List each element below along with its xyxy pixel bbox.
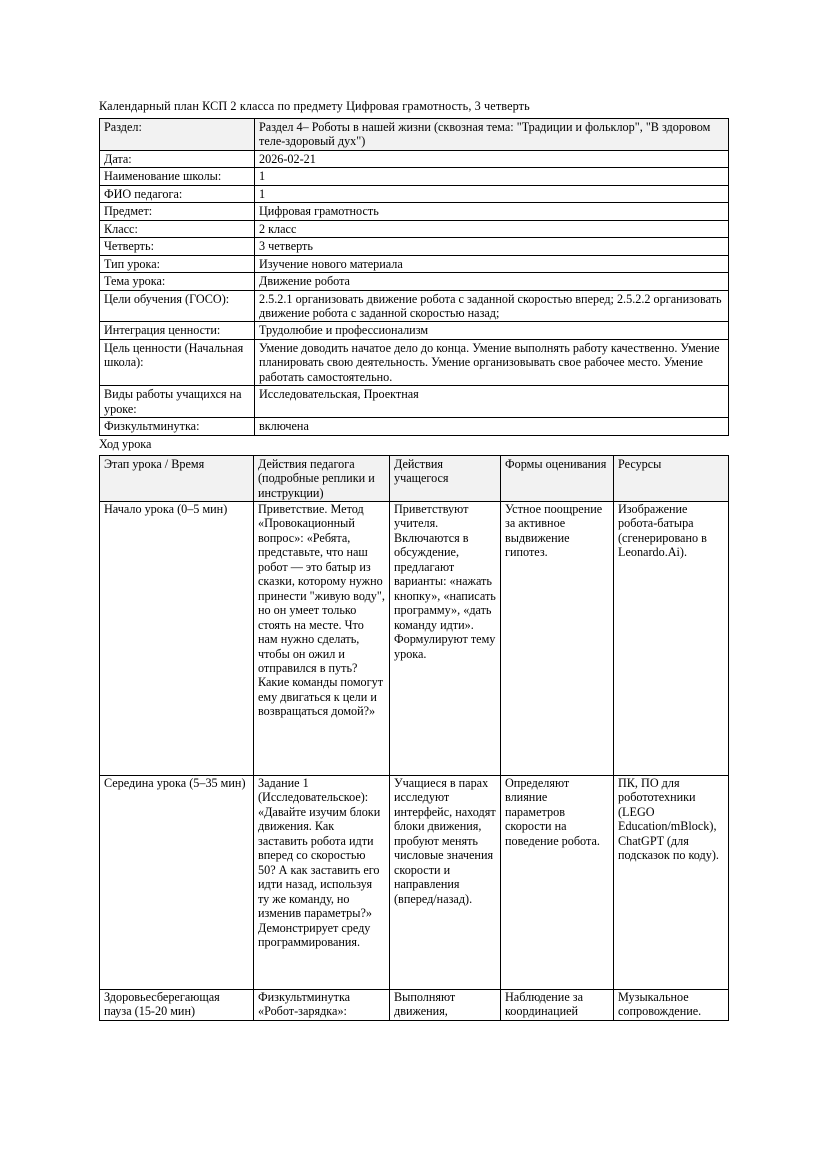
info-value: Изучение нового материала xyxy=(255,255,729,272)
info-label: Цель ценности (Начальная школа): xyxy=(100,339,255,385)
info-value: Раздел 4– Роботы в нашей жизни (сквозная тема: "Традиции и фольклор", "В здоровом теле-здоровый дух") xyxy=(255,119,729,151)
table-header-row xyxy=(100,455,729,501)
info-value: Исследовательская, Проектная xyxy=(255,386,729,418)
column-header-student-actions: Действия учащегося xyxy=(390,455,501,501)
cell-assessment: Наблюдение за координацией xyxy=(501,989,614,1020)
info-label: Раздел: xyxy=(100,119,255,151)
cell-teacher-actions: Задание 1 (Исследовательское): «Давайте изучим блоки движения. Как заставить робота идти вперед со скоростью 50? А как заставить его идти назад, используя ту же команду, но изменив параметры?» Демонстрирует среду программирования. xyxy=(254,775,390,989)
lesson-flow-head xyxy=(100,455,729,501)
info-label: Наименование школы: xyxy=(100,168,255,185)
table-row xyxy=(100,255,729,272)
table-row xyxy=(100,290,729,322)
page-title: Календарный план КСП 2 класса по предмету Цифровая грамотность, 3 четверть xyxy=(99,99,530,113)
info-label: Предмет: xyxy=(100,203,255,220)
info-value: 2026-02-21 xyxy=(255,150,729,167)
column-header-resources: Ресурсы xyxy=(614,455,729,501)
cell-stage: Середина урока (5–35 мин) xyxy=(100,775,254,989)
cell-teacher-actions: Приветствие. Метод «Провокационный вопрос»: «Ребята, представьте, что наш робот — это батыр из сказки, которому нужно принести "живую воду", но он умеет только стоять на месте. Что нам нужно сделать, чтобы он ожил и отправился в путь? Какие команды помогут ему двигаться к цели и возвращаться домой?» xyxy=(254,501,390,775)
table-row xyxy=(100,119,729,151)
info-value: 2 класс xyxy=(255,220,729,237)
column-header-assessment: Формы оценивания xyxy=(501,455,614,501)
info-label: Виды работы учащихся на уроке: xyxy=(100,386,255,418)
column-header-stage: Этап урока / Время xyxy=(100,455,254,501)
info-label: Тема урока: xyxy=(100,273,255,290)
cell-assessment: Определяют влияние параметров скорости на поведение робота. xyxy=(501,775,614,989)
cell-student-actions: Учащиеся в парах исследуют интерфейс, находят блоки движения, пробуют менять числовые значения скорости и направления (вперед/назад). xyxy=(390,775,501,989)
cell-stage: Здоровьесберегающая пауза (15-20 мин) xyxy=(100,989,254,1020)
column-header-teacher-actions: Действия педагога (подробные реплики и инструкции) xyxy=(254,455,390,501)
table-row xyxy=(100,168,729,185)
lesson-info-table xyxy=(99,118,729,436)
info-label: Четверть: xyxy=(100,238,255,255)
info-value: 1 xyxy=(255,168,729,185)
info-value: Цифровая грамотность xyxy=(255,203,729,220)
info-value: включена xyxy=(255,418,729,435)
lesson-flow-table xyxy=(99,455,729,1021)
cell-resources: ПК, ПО для робототехники (LEGO Education/mBlock), ChatGPT (для подсказок по коду). xyxy=(614,775,729,989)
section-caption: Ход урока xyxy=(99,436,152,451)
table-row xyxy=(100,418,729,435)
table-row xyxy=(100,273,729,290)
info-label: Класс: xyxy=(100,220,255,237)
info-label: Интеграция ценности: xyxy=(100,322,255,339)
info-value: Движение робота xyxy=(255,273,729,290)
lesson-info-body xyxy=(100,119,729,436)
cell-resources: Музыкальное сопровождение. xyxy=(614,989,729,1020)
table-row xyxy=(100,339,729,385)
info-value: 3 четверть xyxy=(255,238,729,255)
info-label: ФИО педагога: xyxy=(100,185,255,202)
info-label: Физкультминутка: xyxy=(100,418,255,435)
info-label: Цели обучения (ГОСО): xyxy=(100,290,255,322)
table-row xyxy=(100,203,729,220)
table-row xyxy=(100,185,729,202)
cell-teacher-actions: Физкультминутка «Робот-зарядка»: xyxy=(254,989,390,1020)
info-value: 1 xyxy=(255,185,729,202)
table-row xyxy=(100,150,729,167)
cell-stage: Начало урока (0–5 мин) xyxy=(100,501,254,775)
cell-student-actions: Приветствуют учителя. Включаются в обсуждение, предлагают варианты: «нажать кнопку», «написать программу», «дать команду идти». Формулируют тему урока. xyxy=(390,501,501,775)
table-row xyxy=(100,220,729,237)
info-label: Тип урока: xyxy=(100,255,255,272)
info-value: 2.5.2.1 организовать движение робота с заданной скоростью вперед; 2.5.2.2 организовать движение робота с заданной скоростью назад; xyxy=(255,290,729,322)
info-label: Дата: xyxy=(100,150,255,167)
table-row xyxy=(100,322,729,339)
cell-student-actions: Выполняют движения, xyxy=(390,989,501,1020)
info-value: Трудолюбие и профессионализм xyxy=(255,322,729,339)
info-value: Умение доводить начатое дело до конца. Умение выполнять работу качественно. Умение планировать свою деятельность. Умение организовывать свое рабочее место. Умение работать самостоятельно. xyxy=(255,339,729,385)
table-row xyxy=(100,238,729,255)
cell-resources: Изображение робота-батыра (сгенерировано в Leonardo.Ai). xyxy=(614,501,729,775)
cell-assessment: Устное поощрение за активное выдвижение гипотез. xyxy=(501,501,614,775)
table-row xyxy=(100,386,729,418)
table-row xyxy=(100,989,729,1020)
lesson-flow-body xyxy=(100,501,729,1020)
table-row xyxy=(100,501,729,775)
table-row xyxy=(100,775,729,989)
